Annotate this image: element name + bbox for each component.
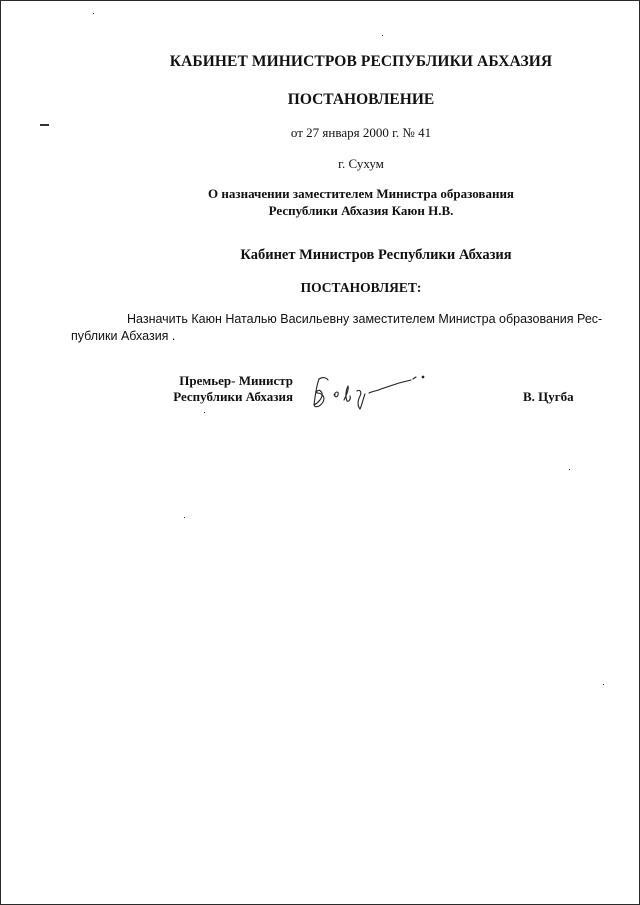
scan-speck	[93, 13, 94, 14]
issuing-authority-heading: КАБИНЕТ МИНИСТРОВ РЕСПУБЛИКИ АБХАЗИЯ	[169, 53, 553, 70]
subject-line-1: О назначении заместителем Министра образования	[208, 186, 514, 201]
scan-speck	[184, 517, 185, 518]
scan-speck	[603, 684, 604, 685]
document-type-heading: ПОСТАНОВЛЕНИЕ	[287, 91, 435, 108]
signatory-title-line-1: Премьер- Министр	[179, 373, 293, 388]
city-of-issue: г. Сухум	[338, 156, 384, 171]
date-and-number: от 27 января 2000 г. № 41	[290, 125, 432, 140]
resolution-text-line-1: Назначить Каюн Наталью Васильевну заместителем Министра образования Рес-	[127, 312, 603, 326]
handwritten-signature	[307, 369, 437, 415]
subject-line-2: Республики Абхазия Каюн Н.В.	[268, 203, 454, 218]
scan-speck	[569, 469, 570, 470]
resolves-heading: ПОСТАНОВЛЯЕТ:	[300, 280, 422, 295]
scan-speck	[204, 412, 205, 413]
signatory-name: В. Цугба	[523, 389, 574, 404]
resolution-text-line-2: публики Абхазия .	[71, 329, 176, 343]
resolving-authority: Кабинет Министров Республики Абхазия	[240, 247, 512, 263]
signatory-title-line-2: Республики Абхазия	[173, 389, 293, 404]
scan-speck	[382, 35, 383, 36]
